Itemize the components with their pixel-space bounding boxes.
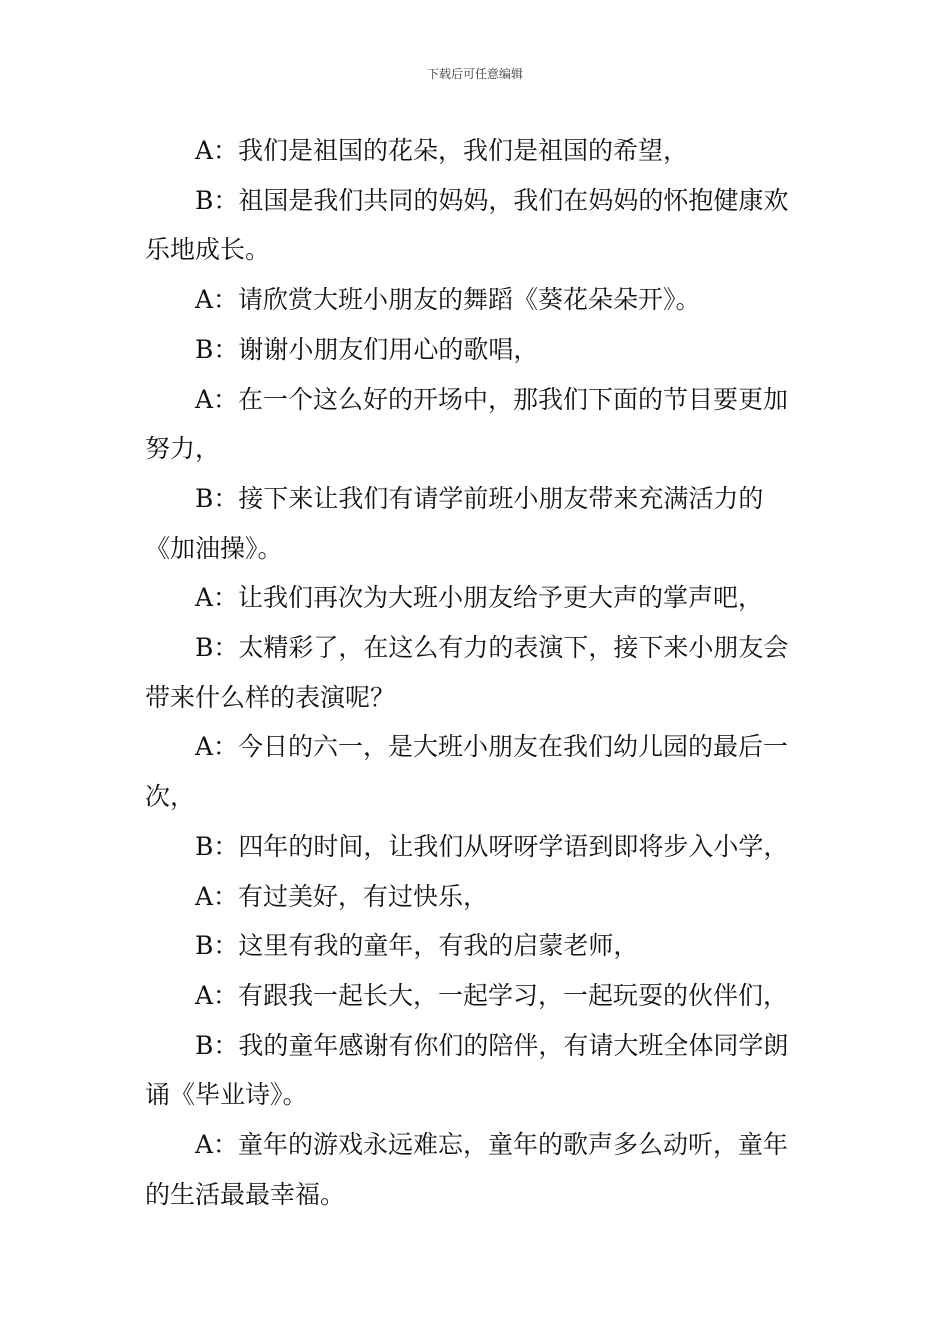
paragraph-15: A：童年的游戏永远难忘，童年的歌声多么动听，童年的生活最最幸福。 bbox=[145, 1130, 789, 1209]
paragraph-9: A：今日的六一，是大班小朋友在我们幼儿园的最后一次， bbox=[145, 732, 789, 812]
document-body bbox=[145, 126, 809, 1219]
paragraph-13: A：有跟我一起长大，一起学习，一起玩耍的伙伴们， bbox=[195, 980, 789, 1010]
paragraph-3: A：请欣赏大班小朋友的舞蹈《葵花朵朵开》。 bbox=[195, 285, 701, 315]
paragraph-6: B：接下来让我们有请学前班小朋友带来充满活力的《加油操》。 bbox=[145, 483, 764, 563]
paragraph-11: A：有过美好，有过快乐， bbox=[195, 881, 489, 911]
page-header-note: 下载后可任意编辑 bbox=[426, 67, 523, 81]
paragraph-2: B：祖国是我们共同的妈妈，我们在妈妈的怀抱健康欢乐地成长。 bbox=[145, 185, 789, 265]
paragraph-12: B：这里有我的童年，有我的启蒙老师， bbox=[195, 931, 639, 961]
paragraph-4: B：谢谢小朋友们用心的歌唱， bbox=[195, 334, 539, 364]
paragraph-14: B：我的童年感谢有你们的陪伴，有请大班全体同学朗诵《毕业诗》。 bbox=[145, 1030, 789, 1110]
paragraph-10: B：四年的时间，让我们从呀呀学语到即将步入小学， bbox=[195, 831, 789, 861]
paragraph-5: A：在一个这么好的开场中，那我们下面的节目要更加努力， bbox=[145, 384, 789, 464]
paragraph-7: A：让我们再次为大班小朋友给予更大声的掌声吧， bbox=[195, 583, 764, 613]
paragraph-8: B：太精彩了，在这么有力的表演下，接下来小朋友会带来什么样的表演呢？ bbox=[145, 633, 789, 712]
paragraph-1: A：我们是祖国的花朵，我们是祖国的希望， bbox=[195, 136, 689, 165]
